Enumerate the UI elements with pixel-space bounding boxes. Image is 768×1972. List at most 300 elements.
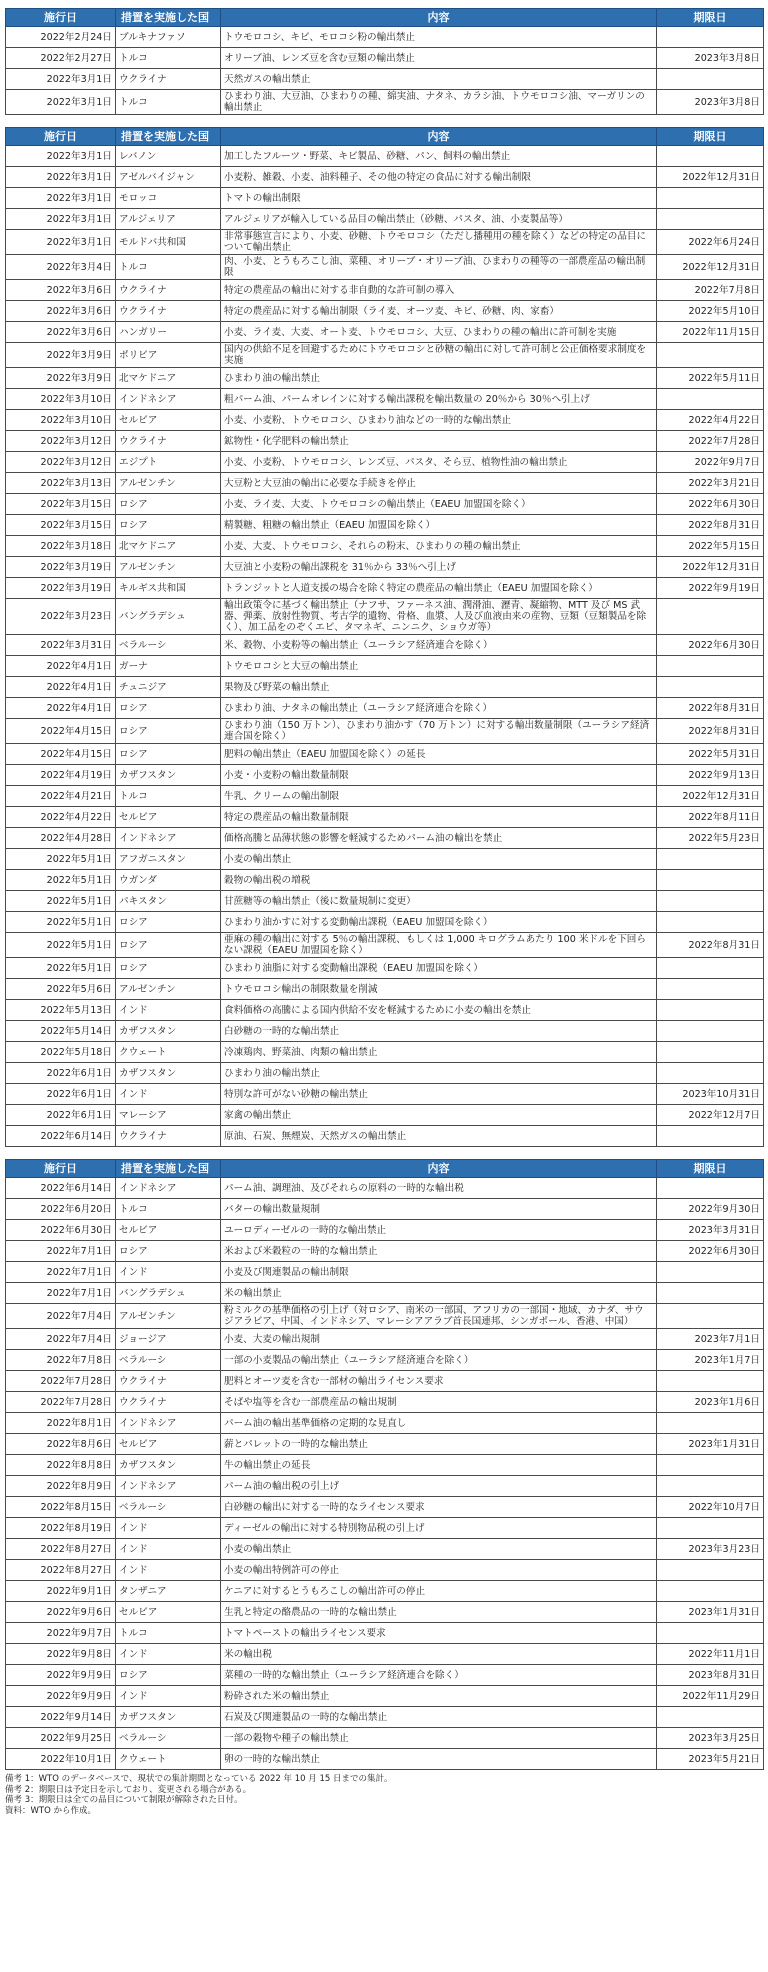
date-cell: 2022年3月23日 [6, 599, 116, 635]
content-cell: 輸出政策令に基づく輸出禁止（ナフサ、ファーネス油、潤滑油、瀝青、凝縮物、MTT 及び MS 武器、弾薬、放射性物質、考古学的遺物、骨格、血漿、人及び血液由来の産物、豆類（豆類製品を除く）、加工品をのぞくエビ、タマネギ、ニンニク、ショウガ等） [221, 599, 657, 635]
content-cell: 白砂糖の一時的な輸出禁止 [221, 1021, 657, 1042]
expiry-cell [657, 1560, 764, 1581]
table-row [6, 765, 764, 786]
expiry-cell: 2023年3月8日 [657, 48, 764, 69]
date-cell: 2022年7月28日 [6, 1392, 116, 1413]
table-row [6, 656, 764, 677]
country-cell: ハンガリー [116, 322, 221, 343]
date-cell: 2022年7月8日 [6, 1350, 116, 1371]
table-row [6, 188, 764, 209]
country-cell: 北マケドニア [116, 368, 221, 389]
content-cell: 粗パーム油、パームオレインに対する輸出課税を輸出数量の 20％から 30％へ引上げ [221, 389, 657, 410]
table-row [6, 27, 764, 48]
content-cell: 精製糖、粗糖の輸出禁止（EAEU 加盟国を除く） [221, 515, 657, 536]
date-cell: 2022年3月1日 [6, 167, 116, 188]
content-cell: 一部の穀物や種子の輸出禁止 [221, 1728, 657, 1749]
country-cell: ブルキナファソ [116, 27, 221, 48]
date-cell: 2022年5月14日 [6, 1021, 116, 1042]
expiry-cell [657, 1581, 764, 1602]
date-cell: 2022年3月10日 [6, 389, 116, 410]
table-header-row [6, 1160, 764, 1178]
date-cell: 2022年3月19日 [6, 557, 116, 578]
date-cell: 2022年5月1日 [6, 891, 116, 912]
content-cell: そばや塩等を含む一部農産品の輸出規制 [221, 1392, 657, 1413]
expiry-cell [657, 1042, 764, 1063]
country-cell: ロシア [116, 958, 221, 979]
date-cell: 2022年4月21日 [6, 786, 116, 807]
content-cell: ディーゼルの輸出に対する特別物品税の引上げ [221, 1518, 657, 1539]
expiry-cell [657, 849, 764, 870]
table-row [6, 1241, 764, 1262]
date-cell: 2022年10月1日 [6, 1749, 116, 1770]
expiry-cell: 2022年5月10日 [657, 301, 764, 322]
expiry-cell: 2022年12月31日 [657, 786, 764, 807]
country-cell: カザフスタン [116, 1063, 221, 1084]
country-cell: ロシア [116, 1665, 221, 1686]
content-cell: 果物及び野菜の輸出禁止 [221, 677, 657, 698]
date-cell: 2022年7月4日 [6, 1329, 116, 1350]
date-cell: 2022年9月14日 [6, 1707, 116, 1728]
date-cell: 2022年7月1日 [6, 1283, 116, 1304]
country-cell: エジプト [116, 452, 221, 473]
content-cell: バターの輸出数量規制 [221, 1199, 657, 1220]
date-cell: 2022年8月27日 [6, 1539, 116, 1560]
table-row [6, 891, 764, 912]
content-cell: 肥料の輸出禁止（EAEU 加盟国を除く）の延長 [221, 744, 657, 765]
content-cell: 米の輸出税 [221, 1644, 657, 1665]
expiry-cell [657, 1178, 764, 1199]
date-cell: 2022年6月1日 [6, 1105, 116, 1126]
expiry-cell [657, 979, 764, 1000]
expiry-cell: 2023年1月6日 [657, 1392, 764, 1413]
table-row [6, 1602, 764, 1623]
header-date: 施行日 [6, 128, 116, 146]
footnote-line: 備考 1：WTO のデータベースで、現状での集計期間となっている 2022 年 10 月 15 日までの集計。 [5, 1774, 393, 1784]
content-cell: 鉱物性・化学肥料の輸出禁止 [221, 431, 657, 452]
country-cell: クウェート [116, 1749, 221, 1770]
content-cell: 大豆粉と大豆油の輸出に必要な手続きを停止 [221, 473, 657, 494]
table-row [6, 1329, 764, 1350]
date-cell: 2022年3月15日 [6, 515, 116, 536]
table-row [6, 1283, 764, 1304]
date-cell: 2022年7月1日 [6, 1241, 116, 1262]
content-cell: トランジットと人道支援の場合を除く特定の農産品の輸出禁止（EAEU 加盟国を除く） [221, 578, 657, 599]
table-row [6, 1686, 764, 1707]
content-cell: アルジェリアが輸入している品目の輸出禁止（砂糖、パスタ、油、小麦製品等） [221, 209, 657, 230]
expiry-cell: 2022年12月31日 [657, 255, 764, 280]
table-row [6, 452, 764, 473]
table-row [6, 301, 764, 322]
date-cell: 2022年3月6日 [6, 301, 116, 322]
table-row [6, 1707, 764, 1728]
country-cell: 北マケドニア [116, 536, 221, 557]
expiry-cell: 2022年5月31日 [657, 744, 764, 765]
country-cell: チュニジア [116, 677, 221, 698]
table-row [6, 912, 764, 933]
date-cell: 2022年3月1日 [6, 230, 116, 255]
country-cell: ウクライナ [116, 1392, 221, 1413]
expiry-cell [657, 870, 764, 891]
header-date: 施行日 [6, 1160, 116, 1178]
expiry-cell [657, 389, 764, 410]
table-row [6, 698, 764, 719]
content-cell: 特定の農産品の輸出に対する非自動的な許可制の導入 [221, 280, 657, 301]
content-cell: トマトの輸出制限 [221, 188, 657, 209]
content-cell: 米および米穀粒の一時的な輸出禁止 [221, 1241, 657, 1262]
table-row [6, 1063, 764, 1084]
content-cell: 石炭及び関連製品の一時的な輸出禁止 [221, 1707, 657, 1728]
expiry-cell: 2022年11月15日 [657, 322, 764, 343]
date-cell: 2022年9月7日 [6, 1623, 116, 1644]
table-row [6, 230, 764, 255]
expiry-cell [657, 1283, 764, 1304]
expiry-cell: 2022年8月11日 [657, 807, 764, 828]
table-row [6, 1455, 764, 1476]
content-cell: 卵の一時的な輸出禁止 [221, 1749, 657, 1770]
content-cell: 小麦粉、雑穀、小麦、油料種子、その他の特定の食品に対する輸出制限 [221, 167, 657, 188]
table-row [6, 1392, 764, 1413]
header-content: 内容 [221, 9, 657, 27]
footnote-line: 備考 3：期限日は全ての品目について制限が解除された日付。 [5, 1795, 243, 1805]
content-cell: 食料価格の高騰による国内供給不安を軽減するために小麦の輸出を禁止 [221, 1000, 657, 1021]
table-row [6, 1434, 764, 1455]
content-cell: 牛の輸出禁止の延長 [221, 1455, 657, 1476]
date-cell: 2022年3月1日 [6, 209, 116, 230]
content-cell: 牛乳、クリームの輸出制限 [221, 786, 657, 807]
country-cell: ウクライナ [116, 1126, 221, 1147]
country-cell: キルギス共和国 [116, 578, 221, 599]
country-cell: ベラルーシ [116, 1728, 221, 1749]
header-date: 施行日 [6, 9, 116, 27]
expiry-cell [657, 209, 764, 230]
country-cell: アルゼンチン [116, 979, 221, 1000]
content-cell: 小麦、大麦の輸出規制 [221, 1329, 657, 1350]
country-cell: トルコ [116, 1199, 221, 1220]
expiry-cell: 2022年12月7日 [657, 1105, 764, 1126]
country-cell: インドネシア [116, 828, 221, 849]
header-country: 措置を実施した国 [116, 1160, 221, 1178]
header-expiry: 期限日 [657, 128, 764, 146]
table-row [6, 1518, 764, 1539]
expiry-cell [657, 1371, 764, 1392]
country-cell: インド [116, 1560, 221, 1581]
content-cell: 小麦・小麦粉の輸出数量制限 [221, 765, 657, 786]
table-row [6, 473, 764, 494]
table-row [6, 515, 764, 536]
country-cell: インド [116, 1644, 221, 1665]
date-cell: 2022年9月1日 [6, 1581, 116, 1602]
content-cell: 小麦の輸出禁止 [221, 1539, 657, 1560]
expiry-cell [657, 27, 764, 48]
expiry-cell [657, 1063, 764, 1084]
content-cell: 一部の小麦製品の輸出禁止（ユーラシア経済連合を除く） [221, 1350, 657, 1371]
table-row [6, 719, 764, 744]
content-cell: 冷凍鶏肉、野菜油、肉類の輸出禁止 [221, 1042, 657, 1063]
country-cell: クウェート [116, 1042, 221, 1063]
table-row [6, 958, 764, 979]
table-row [6, 599, 764, 635]
content-cell: ひまわり油の輸出禁止 [221, 1063, 657, 1084]
content-cell: 小麦の輸出禁止 [221, 849, 657, 870]
date-cell: 2022年4月22日 [6, 807, 116, 828]
table-row [6, 1084, 764, 1105]
date-cell: 2022年3月13日 [6, 473, 116, 494]
content-cell: 肉、小麦、とうもろこし油、菜種、オリーブ・オリーブ油、ひまわりの種等の一部農産品の輸出制限 [221, 255, 657, 280]
date-cell: 2022年3月31日 [6, 635, 116, 656]
date-cell: 2022年6月1日 [6, 1084, 116, 1105]
table-row [6, 1262, 764, 1283]
content-cell: 小麦、ライ麦、大麦、オート麦、トウモロコシ、大豆、ひまわりの種の輸出に許可制を実施 [221, 322, 657, 343]
expiry-cell: 2022年8月31日 [657, 933, 764, 958]
table-row [6, 1539, 764, 1560]
expiry-cell: 2022年8月31日 [657, 515, 764, 536]
country-cell: ロシア [116, 1241, 221, 1262]
country-cell: レバノン [116, 146, 221, 167]
expiry-cell: 2022年8月31日 [657, 719, 764, 744]
date-cell: 2022年3月1日 [6, 146, 116, 167]
table-row [6, 494, 764, 515]
content-cell: トウモロコシと大豆の輸出禁止 [221, 656, 657, 677]
content-cell: 小麦、小麦粉、トウモロコシ、レンズ豆、パスタ、そら豆、植物性油の輸出禁止 [221, 452, 657, 473]
content-cell: 粉砕された米の輸出禁止 [221, 1686, 657, 1707]
table-row [6, 209, 764, 230]
export-restrictions-table [5, 1159, 764, 1770]
country-cell: アフガニスタン [116, 849, 221, 870]
content-cell: ひまわり油、ナタネの輸出禁止（ユーラシア経済連合を除く） [221, 698, 657, 719]
expiry-cell [657, 1623, 764, 1644]
country-cell: カザフスタン [116, 1021, 221, 1042]
table-row [6, 1105, 764, 1126]
expiry-cell: 2022年6月24日 [657, 230, 764, 255]
date-cell: 2022年6月1日 [6, 1063, 116, 1084]
table-row [6, 1178, 764, 1199]
content-cell: トウモロコシ輸出の制限数量を削減 [221, 979, 657, 1000]
expiry-cell: 2022年9月19日 [657, 578, 764, 599]
date-cell: 2022年6月14日 [6, 1178, 116, 1199]
country-cell: ロシア [116, 494, 221, 515]
date-cell: 2022年3月9日 [6, 343, 116, 368]
content-cell: 特定の農産品に対する輸出制限（ライ麦、オーツ麦、キビ、砂糖、肉、家畜） [221, 301, 657, 322]
expiry-cell: 2023年1月31日 [657, 1602, 764, 1623]
table-row [6, 167, 764, 188]
content-cell: 家禽の輸出禁止 [221, 1105, 657, 1126]
table-row [6, 255, 764, 280]
content-cell: トマトペーストの輸出ライセンス要求 [221, 1623, 657, 1644]
table-row [6, 677, 764, 698]
date-cell: 2022年3月6日 [6, 280, 116, 301]
country-cell: トルコ [116, 1623, 221, 1644]
expiry-cell [657, 958, 764, 979]
content-cell: 米、穀物、小麦粉等の輸出禁止（ユーラシア経済連合を除く） [221, 635, 657, 656]
content-cell: 価格高騰と品薄状態の影響を軽減するためパーム油の輸出を禁止 [221, 828, 657, 849]
expiry-cell [657, 912, 764, 933]
expiry-cell [657, 677, 764, 698]
content-cell: パーム油の輸出基準価格の定期的な見直し [221, 1413, 657, 1434]
country-cell: ウクライナ [116, 280, 221, 301]
date-cell: 2022年6月14日 [6, 1126, 116, 1147]
expiry-cell: 2023年3月8日 [657, 90, 764, 115]
footnotes [5, 1774, 768, 1816]
content-cell: 非常事態宣言により、小麦、砂糖、トウモロコシ（ただし播種用の種を除く）などの特定の品目について輸出禁止 [221, 230, 657, 255]
expiry-cell [657, 1476, 764, 1497]
table-row [6, 431, 764, 452]
table-row [6, 744, 764, 765]
content-cell: 特別な許可がない砂糖の輸出禁止 [221, 1084, 657, 1105]
table-row [6, 1199, 764, 1220]
country-cell: ベラルーシ [116, 635, 221, 656]
table-header-row [6, 9, 764, 27]
content-cell: 小麦、ライ麦、大麦、トウモロコシの輸出禁止（EAEU 加盟国を除く） [221, 494, 657, 515]
country-cell: ウクライナ [116, 69, 221, 90]
content-cell: 肥料とオーツ麦を含む一部材の輸出ライセンス要求 [221, 1371, 657, 1392]
expiry-cell: 2023年3月31日 [657, 1220, 764, 1241]
table-row [6, 635, 764, 656]
country-cell: ロシア [116, 515, 221, 536]
expiry-cell: 2022年5月11日 [657, 368, 764, 389]
country-cell: バングラデシュ [116, 599, 221, 635]
date-cell: 2022年3月6日 [6, 322, 116, 343]
header-content: 内容 [221, 128, 657, 146]
country-cell: インドネシア [116, 1178, 221, 1199]
table-row [6, 410, 764, 431]
table-row [6, 578, 764, 599]
table-row [6, 979, 764, 1000]
expiry-cell: 2023年1月7日 [657, 1350, 764, 1371]
date-cell: 2022年8月6日 [6, 1434, 116, 1455]
table-row [6, 343, 764, 368]
table-row [6, 1644, 764, 1665]
date-cell: 2022年3月12日 [6, 431, 116, 452]
country-cell: インドネシア [116, 389, 221, 410]
expiry-cell: 2022年5月23日 [657, 828, 764, 849]
date-cell: 2022年3月10日 [6, 410, 116, 431]
country-cell: トルコ [116, 48, 221, 69]
expiry-cell [657, 1518, 764, 1539]
content-cell: トウモロコシ、キビ、モロコシ粉の輸出禁止 [221, 27, 657, 48]
table-row [6, 1021, 764, 1042]
date-cell: 2022年5月1日 [6, 958, 116, 979]
date-cell: 2022年5月1日 [6, 933, 116, 958]
table-row [6, 1728, 764, 1749]
expiry-cell: 2022年6月30日 [657, 635, 764, 656]
content-cell: 小麦及び関連製品の輸出制限 [221, 1262, 657, 1283]
content-cell: 薪とパレットの一時的な輸出禁止 [221, 1434, 657, 1455]
content-cell: 原油、石炭、無煙炭、天然ガスの輸出禁止 [221, 1126, 657, 1147]
date-cell: 2022年4月15日 [6, 744, 116, 765]
content-cell: ひまわり油、大豆油、ひまわりの種、綿実油、ナタネ、カラシ油、トウモロコシ油、マーガリンの輸出禁止 [221, 90, 657, 115]
date-cell: 2022年3月19日 [6, 578, 116, 599]
expiry-cell: 2022年12月31日 [657, 557, 764, 578]
table-row [6, 1350, 764, 1371]
content-cell: ひまわり油の輸出禁止 [221, 368, 657, 389]
country-cell: ロシア [116, 912, 221, 933]
table-row [6, 1749, 764, 1770]
expiry-cell [657, 343, 764, 368]
country-cell: モルドバ共和国 [116, 230, 221, 255]
date-cell: 2022年4月15日 [6, 719, 116, 744]
date-cell: 2022年8月19日 [6, 1518, 116, 1539]
content-cell: 米の輸出禁止 [221, 1283, 657, 1304]
table-gap [0, 1147, 768, 1159]
date-cell: 2022年4月28日 [6, 828, 116, 849]
tables-container [0, 8, 768, 1770]
table-row [6, 1560, 764, 1581]
date-cell: 2022年5月6日 [6, 979, 116, 1000]
date-cell: 2022年9月25日 [6, 1728, 116, 1749]
expiry-cell [657, 1455, 764, 1476]
country-cell: ウクライナ [116, 301, 221, 322]
table-row [6, 389, 764, 410]
content-cell: パーム油、調理油、及びそれらの原料の一時的な輸出税 [221, 1178, 657, 1199]
expiry-cell: 2022年4月22日 [657, 410, 764, 431]
content-cell: オリーブ油、レンズ豆を含む豆類の輸出禁止 [221, 48, 657, 69]
table-row [6, 368, 764, 389]
country-cell: インドネシア [116, 1413, 221, 1434]
country-cell: インド [116, 1084, 221, 1105]
table-row [6, 1497, 764, 1518]
expiry-cell: 2023年1月31日 [657, 1434, 764, 1455]
content-cell: 生乳と特定の酪農品の一時的な輸出禁止 [221, 1602, 657, 1623]
date-cell: 2022年4月1日 [6, 677, 116, 698]
expiry-cell: 2022年3月21日 [657, 473, 764, 494]
country-cell: タンザニア [116, 1581, 221, 1602]
country-cell: ベラルーシ [116, 1350, 221, 1371]
expiry-cell [657, 188, 764, 209]
date-cell: 2022年8月1日 [6, 1413, 116, 1434]
table-row [6, 69, 764, 90]
date-cell: 2022年9月6日 [6, 1602, 116, 1623]
country-cell: セルビア [116, 807, 221, 828]
date-cell: 2022年7月1日 [6, 1262, 116, 1283]
country-cell: カザフスタン [116, 1455, 221, 1476]
expiry-cell: 2022年6月30日 [657, 494, 764, 515]
expiry-cell: 2022年8月31日 [657, 698, 764, 719]
country-cell: アルゼンチン [116, 557, 221, 578]
country-cell: インド [116, 1000, 221, 1021]
country-cell: ウクライナ [116, 431, 221, 452]
footnote-line: 備考 2：期限日は予定日を示しており、変更される場合がある。 [5, 1784, 252, 1795]
footnote-line: 資料：WTO から作成。 [5, 1805, 96, 1816]
expiry-cell [657, 1413, 764, 1434]
date-cell: 2022年2月27日 [6, 48, 116, 69]
country-cell: インドネシア [116, 1476, 221, 1497]
table-gap [0, 115, 768, 127]
content-cell: 加工したフルーツ・野菜、キビ製品、砂糖、パン、飼料の輸出禁止 [221, 146, 657, 167]
content-cell: 亜麻の種の輸出に対する 5％の輸出課税、もしくは 1,000 キログラムあたり 100 米ドルを下回らない課税（EAEU 加盟国を除く） [221, 933, 657, 958]
table-row [6, 90, 764, 115]
country-cell: ジョージア [116, 1329, 221, 1350]
table-row [6, 146, 764, 167]
date-cell: 2022年8月8日 [6, 1455, 116, 1476]
content-cell: 特定の農産品の輸出数量制限 [221, 807, 657, 828]
table-row [6, 1371, 764, 1392]
date-cell: 2022年3月9日 [6, 368, 116, 389]
country-cell: ロシア [116, 744, 221, 765]
expiry-cell: 2023年3月25日 [657, 1728, 764, 1749]
content-cell: 菜種の一時的な輸出禁止（ユーラシア経済連合を除く） [221, 1665, 657, 1686]
export-restrictions-table [5, 8, 764, 115]
date-cell: 2022年5月1日 [6, 912, 116, 933]
table-row [6, 870, 764, 891]
expiry-cell: 2023年3月23日 [657, 1539, 764, 1560]
expiry-cell [657, 891, 764, 912]
table-row [6, 1304, 764, 1329]
content-cell: 国内の供給不足を回避するためにトウモロコシと砂糖の輸出に対して許可制と公正価格要求制度を実施 [221, 343, 657, 368]
header-content: 内容 [221, 1160, 657, 1178]
date-cell: 2022年6月20日 [6, 1199, 116, 1220]
country-cell: セルビア [116, 1434, 221, 1455]
table-row [6, 1665, 764, 1686]
